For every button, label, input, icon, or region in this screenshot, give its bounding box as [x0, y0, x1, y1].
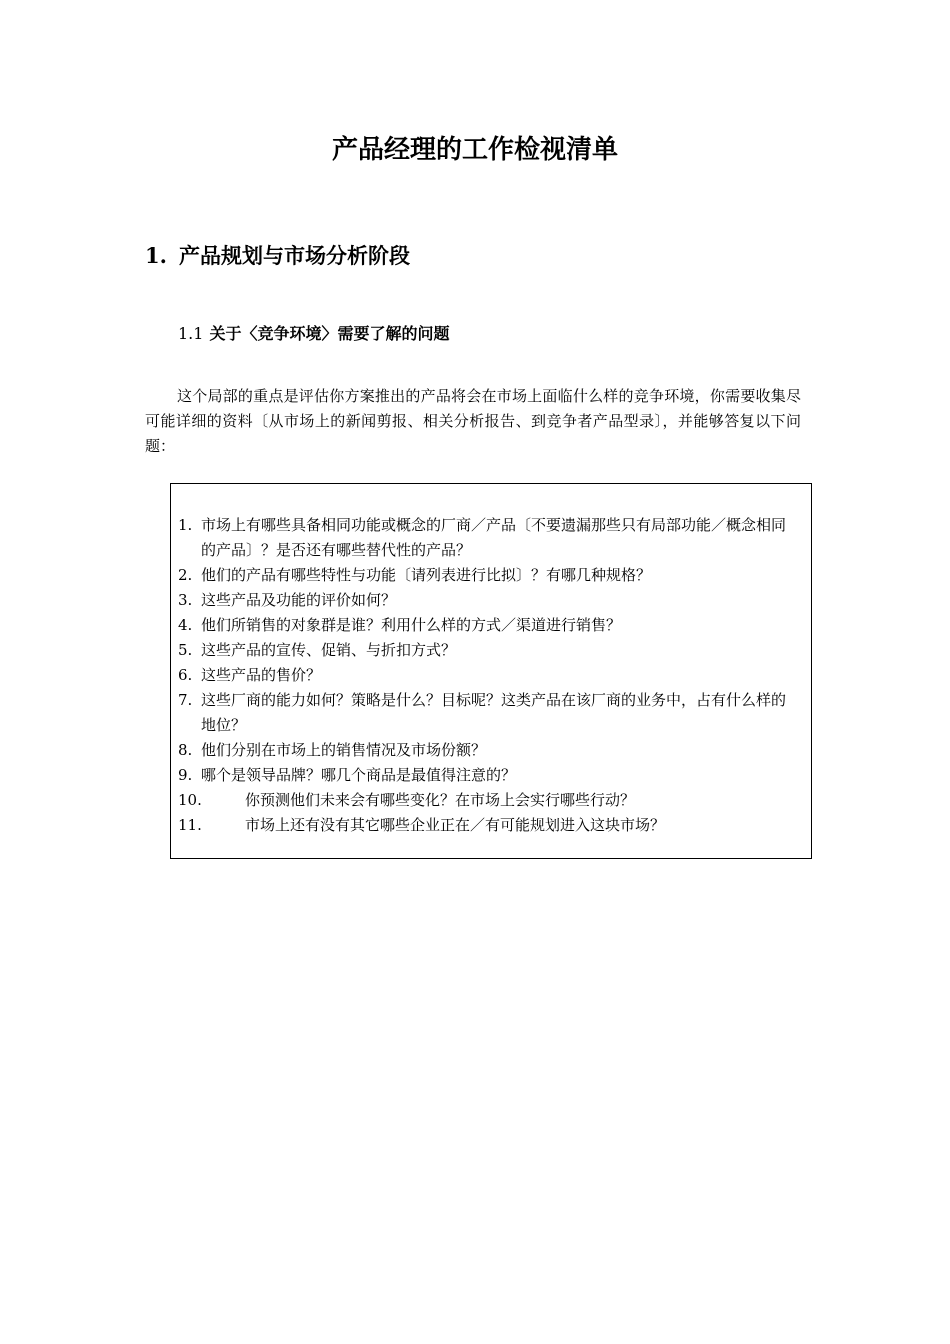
question-text: 他们分别在市场上的销售情况及市场份额？	[201, 741, 487, 759]
question-number: 7.	[178, 691, 193, 709]
list-item	[178, 663, 800, 688]
question-number: 6.	[178, 666, 193, 684]
list-item	[178, 813, 800, 838]
question-text: 这些产品及功能的评价如何？	[201, 591, 397, 609]
subsection-heading	[178, 322, 449, 346]
list-item	[178, 613, 800, 638]
question-number: 10.	[178, 791, 202, 809]
question-text: 他们的产品有哪些特性与功能〔请列表进行比拟〕？有哪几种规格？	[201, 566, 652, 584]
question-box	[170, 483, 812, 859]
list-item	[178, 738, 800, 763]
question-number: 1.	[178, 516, 193, 534]
subsection-number: 1.1	[178, 324, 204, 343]
question-text: 这些产品的售价？	[201, 666, 322, 684]
question-number: 11.	[178, 816, 202, 834]
question-list	[178, 513, 800, 838]
question-number: 5.	[178, 641, 193, 659]
question-text: 这些厂商的能力如何？策略是什么？目标呢？这类产品在该厂商的业务中，占有什么样的地位？	[201, 691, 787, 734]
question-text: 你预测他们未来会有哪些变化？在市场上会实行哪些行动？	[245, 791, 636, 809]
list-item	[178, 588, 800, 613]
list-item	[178, 788, 800, 813]
section-number: 1.	[145, 243, 167, 268]
list-item	[178, 763, 800, 788]
section-heading	[145, 241, 410, 271]
intro-paragraph: 这个局部的重点是评估你方案推出的产品将会在市场上面临什么样的竞争环境，你需要收集尽可能详细的资料〔从市场上的新闻剪报、相关分析报告、到竞争者产品型录〕，并能够答复以下问题：	[145, 387, 801, 455]
question-number: 2.	[178, 566, 193, 584]
question-number: 8.	[178, 741, 193, 759]
question-number: 3.	[178, 591, 193, 609]
subsection-title: 关于〈竞争环境〉需要了解的问题	[209, 324, 450, 343]
list-item	[178, 638, 800, 663]
question-text: 哪个是领导品牌？哪几个商品是最值得注意的？	[201, 766, 517, 784]
list-item	[178, 513, 800, 563]
list-item	[178, 563, 800, 588]
question-text: 市场上还有没有其它哪些企业正在／有可能规划进入这块市场？	[245, 816, 666, 834]
question-number: 9.	[178, 766, 193, 784]
question-number: 4.	[178, 616, 193, 634]
document-title: 产品经理的工作检视清单	[331, 135, 618, 165]
section-title: 产品规划与市场分析阶段	[179, 244, 410, 268]
question-text: 这些产品的宣传、促销、与折扣方式？	[201, 641, 457, 659]
question-text: 市场上有哪些具备相同功能或概念的厂商／产品〔不要遗漏那些只有局部功能／概念相同的产品〕？是否还有哪些替代性的产品？	[201, 516, 787, 559]
list-item	[178, 688, 800, 738]
question-text: 他们所销售的对象群是谁？利用什么样的方式／渠道进行销售？	[201, 616, 622, 634]
